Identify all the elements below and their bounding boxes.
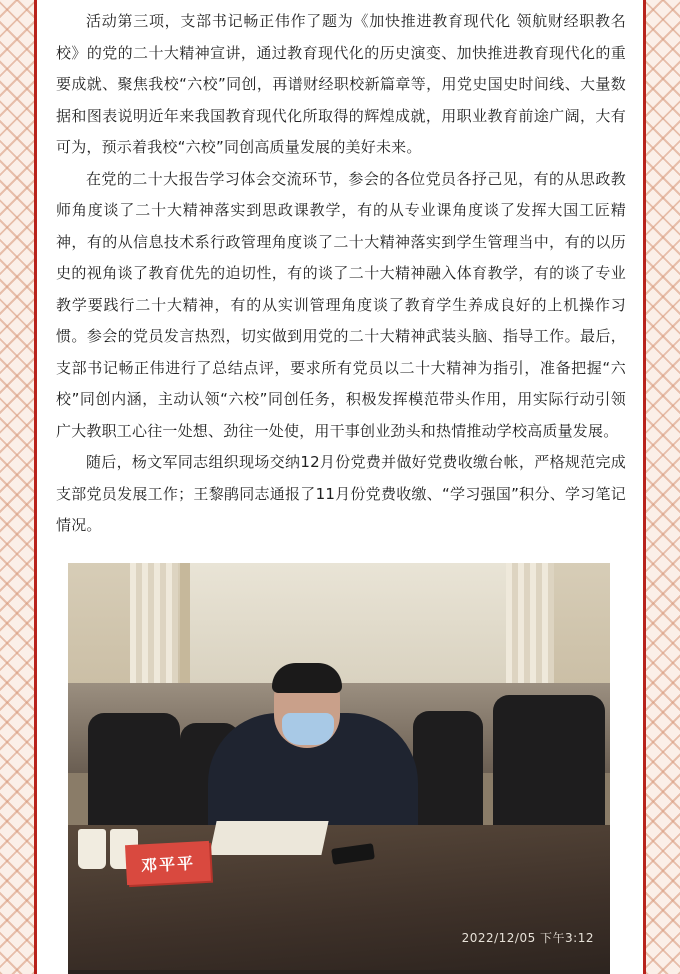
right-decorative-border: [646, 0, 680, 974]
paragraph-exchange: 在党的二十大报告学习体会交流环节，参会的各位党员各抒己见，有的从思政教师角度谈了二十大精神落实到思政课教学，有的从专业课角度谈了发挥大国工匠精神，有的从信息技术系行政管理角度谈了二十大精神落实到学生管理当中，有的以历史的视角谈了教育优先的迫切性，有的谈了二十大精神融入体育教学，有的谈了专业教学要践行二十大精神，有的从实训管理角度谈了教育学生养成良好的上机操作习惯。参会的党员发言热烈，切实做到用党的二十大精神武装头脑、指导工作。最后，支部书记畅正伟进行了总结点评，要求所有党员以二十大精神为指引，准备把握“六校”同创内涵，主动认领“六校”同创任务，积极发挥模范带头作用，用实际行动引领广大教职工心往一处想、劲往一处使，用干事创业劲头和热情推动学校高质量发展。: [56, 169, 626, 440]
right-red-rail: [643, 0, 646, 974]
photo-curtain-left: [130, 563, 178, 683]
photo-nameplate: 邓平平: [125, 841, 211, 885]
meeting-photo[interactable]: [68, 563, 610, 974]
photo-curtain-right: [506, 563, 554, 683]
photo-chair-center: [413, 711, 483, 831]
photo-timestamp: 2022/12/05 下午3:12: [461, 931, 594, 945]
left-decorative-border: [0, 0, 34, 974]
photo-cup: [78, 829, 106, 869]
photo-window: [180, 563, 518, 683]
photo-person-hair: [272, 663, 342, 693]
photo-notebook: [209, 821, 328, 855]
paragraph-dues: 随后，杨文军同志组织现场交纳12月份党费并做好党费收缴台帐，严格规范完成支部党员发展工作；王黎鹃同志通报了11月份党费收缴、“学习强国”积分、学习笔记情况。: [56, 453, 626, 534]
left-red-rail: [34, 0, 37, 974]
photo-bottom-edge: [68, 970, 610, 974]
paragraph-speech: 活动第三项，支部书记畅正伟作了题为《加快推进教育现代化 领航财经职教名校》的党的二十大精神宣讲，通过教育现代化的历史演变、加快推进教育现代化的重要成就、聚焦我校“六校”同创，再谱财经职校新篇章等，用党史国史时间线、大量数据和图表说明近年来我国教育现代化所取得的辉煌成就，用职业教育前途广阔，大有可为，预示着我校“六校”同创高质量发展的美好未来。: [56, 12, 626, 156]
photo-chair-left: [88, 713, 180, 843]
photo-face-mask: [282, 713, 334, 745]
article-body: [56, 0, 626, 542]
